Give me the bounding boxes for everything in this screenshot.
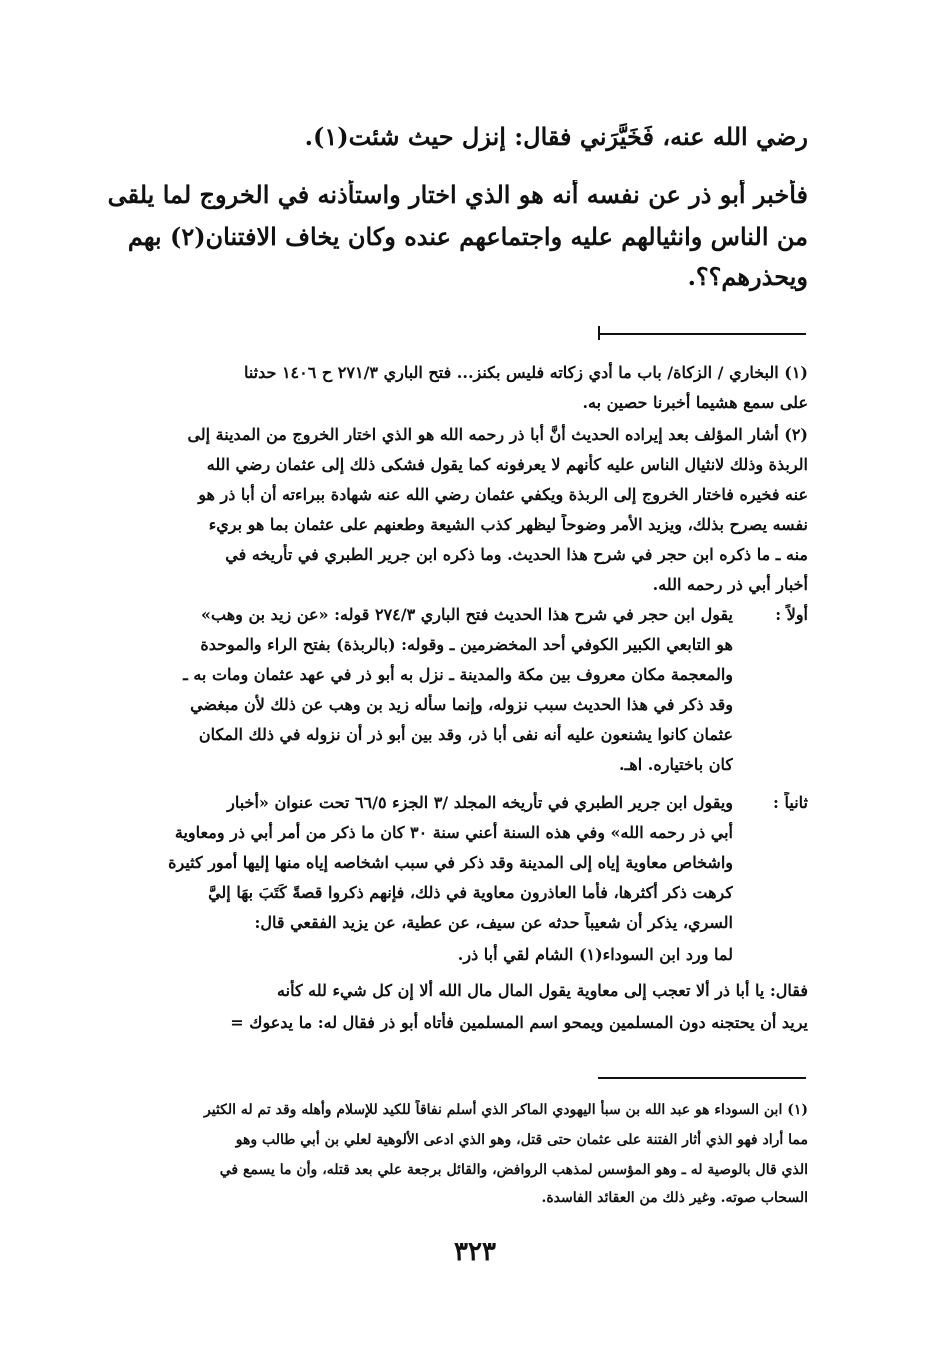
footnote-1-line: على سمع هشيما أخبرنا حصين به.	[582, 393, 808, 412]
first-point-line: كان باختياره. اهـ.	[619, 755, 733, 774]
page-number: ٣٢٣	[454, 1237, 496, 1267]
first-point-line: عثمان كانوا يشنعون عليه أنه نفى أبا ذر، وقد بين أبو ذر أن نزوله في ذلك المكان	[198, 725, 733, 744]
second-point-line: واشخاص معاوية إياه إلى المدينة وقد ذكر في سبب اشخاصه إياه منها إليها أمور كثيرة	[168, 853, 733, 872]
footnote-2-line: عنه فخيره فاختار الخروج إلى الربذة ويكفي عثمان رضي الله عنه شهادة ببراءته أن أبا ذر هو	[198, 485, 808, 504]
first-point-line: يقول ابن حجر في شرح هذا الحديث فتح الباري ٢٧٤/٣ قوله: «عن زيد بن وهب»	[201, 605, 733, 624]
bottom-note-line: (١) ابن السوداء هو عبد الله بن سبأ اليهودي الماكر الذي أسلم نفاقاً للكيد للإسلام وأهله وقد تم له الكثير	[203, 1102, 808, 1118]
second-point-line: أبي ذر رحمه الله» وفي هذه السنة أعني سنة ٣٠ كان ما ذكر من أمر أبي ذر ومعاوية	[174, 823, 733, 842]
second-point-line: يريد أن يحتجنه دون المسلمين ويمحو اسم المسلمين فأتاه أبو ذر فقال له: ما يدعوك =	[230, 1013, 808, 1032]
second-point-line: ويقول ابن جرير الطبري في تأريخه المجلد /٣ الجزء ٦٦/٥ تحت عنوان «أخبار	[227, 793, 733, 812]
footnote-2-line: أخبار أبي ذر رحمه الله.	[652, 575, 808, 594]
bottom-note-line: الذي قال بالوصية له ـ وهو المؤسس لمذهب الروافض، والقائل برجعة علي بعد قتله، وأن ما يسمع في	[219, 1162, 808, 1178]
footnote-2-line: نفسه يصرح بذلك، ويزيد الأمر وضوحاً ليظهر كذب الشيعة وطعنهم على عثمان بما هو بريء	[208, 515, 808, 534]
footnote-1-line: (١) البخاري / الزكاة/ باب ما أدي زكاته فليس بكنز... فتح الباري ٢٧١/٣ ح ١٤٠٦ حدثنا	[243, 363, 808, 382]
first-point-line: والمعجمة مكان معروف بين مكة والمدينة ـ نزل به أبو ذر في عهد عثمان ومات به ـ	[183, 665, 733, 684]
body-line-2: فأخبر أبو ذر عن نفسه أنه هو الذي اختار واستأذنه في الخروج لما يلقى	[108, 180, 808, 209]
body-line-3: من الناس وانثيالهم عليه واجتماعهم عنده وكان يخاف الافتنان(٢) بهم	[127, 222, 808, 251]
second-point-line: كرهت ذكر أكثرها، فأما العاذرون معاوية في ذلك، فإنهم ذكروا قصةً كَتَبَ بهَا إليَّ	[208, 883, 733, 902]
footnote-2-line: الربذة وذلك لانثيال الناس عليه كأنهم لا يعرفونه كما يقول فشكى ذلك إلى عثمان رضي الله	[206, 455, 808, 474]
first-point-line: هو التابعي الكبير الكوفي أحد المخضرمين ـ وقوله: (بالربذة) بفتح الراء والموحدة	[200, 635, 733, 654]
first-point-label: أولاً :	[775, 605, 808, 624]
bottom-note-line: مما أراد فهو الذي أثار الفتنة على عثمان حتى قتل، وهو الذي ادعى الألوهية لعلي بن أبي طالب وهو	[235, 1132, 808, 1148]
bottom-footnote-separator	[598, 1077, 806, 1079]
second-point-line: السري، يذكر أن شعيباً حدثه عن سيف، عن عطية، عن يزيد الفقعي قال:	[254, 913, 733, 932]
second-point-label: ثانياً :	[773, 793, 808, 812]
second-point-line: لما ورد ابن السوداء(١) الشام لقي أبا ذر.	[457, 945, 733, 964]
body-line-4: ويحذرهم؟؟.	[687, 262, 808, 291]
footnote-2-line: (٢) أشار المؤلف بعد إيراده الحديث أنَّ أبا ذر رحمه الله هو الذي اختار الخروج من المدينة إلى	[187, 425, 808, 444]
footnote-separator	[598, 333, 806, 335]
footnote-2-line: منه ـ ما ذكره ابن حجر في شرح هذا الحديث. وما ذكره ابن جرير الطبري في تأريخه في	[225, 545, 808, 564]
body-line-1: رضي الله عنه، فَخَيَّرَني فقال: إنزل حيث شئت(١).	[304, 122, 808, 151]
separator-tick	[598, 326, 600, 340]
first-point-line: وقد ذكر في هذا الحديث سبب نزوله، وإنما سأله زيد بن وهب عن ذلك لأن مبغضي	[190, 695, 733, 714]
bottom-note-line: السحاب صوته. وغير ذلك من العقائد الفاسدة.	[541, 1190, 808, 1206]
second-point-line: فقال: يا أبا ذر ألا تعجب إلى معاوية يقول المال مال الله ألا إن كل شيء لله كأنه	[277, 981, 808, 1000]
